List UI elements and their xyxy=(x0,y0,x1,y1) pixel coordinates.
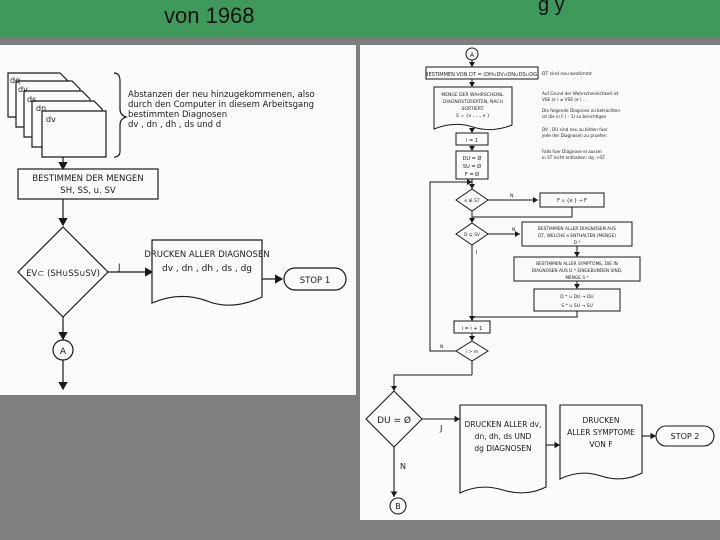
symp-line-2: DIAGNOSEN AUS D * EINGEBUNDEN SIND, xyxy=(531,269,623,274)
slide-title-fragment: g y xyxy=(538,0,565,16)
stack-label-4: dn xyxy=(36,104,47,113)
label-n1: N xyxy=(510,194,514,199)
label-j-left: J xyxy=(118,263,121,273)
note-menge-5: DV , DU sind neu zu bilden fuer xyxy=(542,127,608,132)
box-mengen-line-1: BESTIMMEN DER MENGEN xyxy=(32,174,144,184)
box-f-text: F ∪ {e } → F xyxy=(557,199,587,204)
left-flowchart xyxy=(0,45,356,395)
menge-line-2: DIAGNOSTIZIERTEN, NACH xyxy=(443,100,503,105)
right-flowchart xyxy=(360,45,720,520)
label-j-bottom: J xyxy=(440,424,443,433)
diag-line-2: DT, WELCHE e ENTHALTEN (MENGE) xyxy=(538,234,616,239)
init-line-3: F = Ø xyxy=(464,172,480,178)
stop-2-label: STOP 2 xyxy=(670,432,700,441)
stack-label-3: ds xyxy=(27,95,37,104)
right-flowchart-scan xyxy=(360,45,720,520)
brace-note-line-1: Abstanzen der neu hinzugekommenen, also xyxy=(128,90,315,100)
label-n-bottom: N xyxy=(400,462,406,471)
diag-line-1: BESTIMMEN ALLER DIAGNOSEN AUS xyxy=(538,227,616,232)
title-bar xyxy=(0,0,720,38)
print1-line-3: dg DIAGNOSEN xyxy=(474,444,532,453)
init-line-1: DU = Ø xyxy=(462,156,482,162)
stack-label-1: dq xyxy=(10,76,21,85)
box-dt-text: BESTIMMEN VON DT = (DH∪DV∪DN∪DS∪DG) xyxy=(425,72,539,78)
decision-di-text: D ⊆ SV xyxy=(463,233,481,238)
menge-line-1: MENGE DER WAHRSCHEINL. xyxy=(441,93,505,98)
box-mengen-line-2: SH, SS, u. SV xyxy=(60,186,116,196)
diag-line-3: D * xyxy=(573,241,581,246)
brace-note-vars: dv , dn , dh , ds und d xyxy=(128,120,222,130)
print2-line-2: ALLER SYMPTOME xyxy=(567,428,635,437)
brace-note-line-2: durch den Computer in diesem Arbeitsgang xyxy=(128,100,315,110)
stack-label-2: dv xyxy=(18,85,28,94)
note-menge-4: ist die in F ( - 1) zu berichtigen xyxy=(542,114,607,119)
slide-title: von 1968 xyxy=(164,3,255,28)
print-left-title: DRUCKEN ALLER DIAGNOSEN xyxy=(144,250,270,260)
menge-line-3: SORTIERT: xyxy=(461,107,485,112)
decision-ev-text: EV⊂ (SH∪SS∪SV) xyxy=(26,269,100,279)
print2-line-3: VON F xyxy=(589,440,613,449)
label-n2: N xyxy=(512,228,516,233)
init-line-2: SU = Ø xyxy=(462,164,482,170)
union-line-1: D * ∪ DU → DU xyxy=(560,295,594,300)
note-menge-1: Auf Grund der Wahrscheinlichkeit ist xyxy=(542,91,619,96)
note-menge-7: Falls fuer Diagnose ei ausser xyxy=(542,149,603,154)
menge-line-4: E = {e , ..., e } xyxy=(456,114,490,119)
print-left-vars: dv , dn , dh , ds , dg xyxy=(161,264,253,274)
symp-line-1: BESTIMMEN ALLER SYMPTOME, DIE IN xyxy=(536,262,618,267)
stack-label-5: dv xyxy=(46,115,56,124)
connector-a-left-label: A xyxy=(59,347,67,357)
increment-text: i = i + 1 xyxy=(461,326,483,332)
init-i-text: i = 1 xyxy=(466,138,478,144)
note-menge-3: Die folgende Diagnose zu betrachten xyxy=(542,108,621,113)
left-flowchart-scan xyxy=(0,45,356,395)
connector-a-right-label: A xyxy=(469,52,475,59)
stop-1-label: STOP 1 xyxy=(299,276,331,286)
decision-est-text: e ∉ ST xyxy=(464,199,480,204)
brace-note-line-3: bestimmten Diagnosen xyxy=(128,110,228,120)
print2-line-1: DRUCKEN xyxy=(582,416,620,425)
symp-line-3: MENGE S * xyxy=(565,276,589,281)
union-line-2: S * ∪ SU → SU xyxy=(561,304,593,309)
note-top: DT sind neu bestimmt xyxy=(542,72,592,77)
brace xyxy=(114,73,126,157)
label-j-right: J xyxy=(476,250,478,255)
decision-du-text: DU = Ø xyxy=(377,416,411,426)
print1-line-2: dn, dh, ds UND xyxy=(474,432,532,441)
note-menge-8: in ST nicht enthalten: dq ->ST xyxy=(542,155,606,160)
note-menge-6: jede der Diagnosen zu pruefen xyxy=(542,133,607,138)
note-menge-2: VSE (e ) ≥ VSE (e ) ... xyxy=(542,97,587,102)
connector-b-label: B xyxy=(395,502,401,511)
label-n3: N xyxy=(440,345,444,350)
decision-loop-text: i > m xyxy=(465,350,479,355)
print1-line-1: DRUCKEN ALLER dv, xyxy=(464,420,542,429)
